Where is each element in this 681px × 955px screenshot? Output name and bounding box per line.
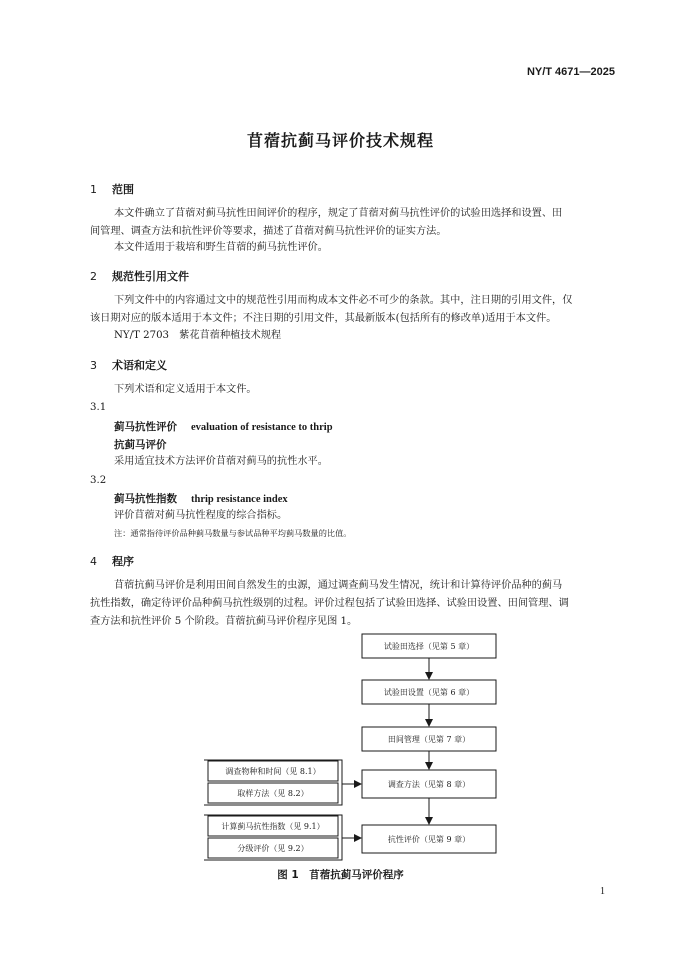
section-title: 范围 bbox=[112, 183, 134, 196]
term-definition: 评价苜蓿对蓟马抗性程度的综合指标。 bbox=[114, 510, 288, 521]
flow-step-label: 调查方法（见第 8 章） bbox=[387, 780, 471, 789]
paragraph-line: 下列文件中的内容通过文中的规范性引用而构成本文件必不可少的条款。其中，注日期的引用文件，仅 bbox=[114, 295, 573, 306]
standard-number: NY/T 4671—2025 bbox=[526, 66, 615, 78]
paragraph-line: 该日期对应的版本适用于本文件；不注日期的引用文件，其最新版本(包括所有的修改单)适用于本文件。 bbox=[90, 313, 557, 324]
paragraph-line: 苜蓿抗蓟马评价是利用田间自然发生的虫源，通过调查蓟马发生情况，统计和计算待评价品种的蓟马 bbox=[114, 580, 563, 591]
paragraph-line: 抗性指数，确定待评价品种蓟马抗性级别的过程。评价过程包括了试验田选择、试验田设置、田间管理、调 bbox=[90, 598, 569, 609]
section-title: 规范性引用文件 bbox=[112, 270, 189, 283]
section-number: 3 bbox=[90, 359, 97, 372]
term-number: 3.2 bbox=[90, 475, 107, 486]
paragraph-line: 下列术语和定义适用于本文件。 bbox=[114, 384, 257, 395]
flow-side-label: 取样方法（见 8.2） bbox=[237, 789, 309, 798]
paragraph-line: 本文件适用于栽培和野生苜蓿的蓟马抗性评价。 bbox=[114, 242, 328, 253]
flow-side-label: 分级评价（见 9.2） bbox=[237, 844, 309, 853]
flow-step-label: 田间管理（见第 7 章） bbox=[387, 735, 471, 744]
section-title: 程序 bbox=[112, 555, 134, 568]
term-english: thrip resistance index bbox=[191, 494, 288, 505]
term-synonym: 抗蓟马评价 bbox=[114, 439, 167, 451]
document-title: 苜蓿抗蓟马评价技术规程 bbox=[246, 131, 434, 150]
section-number: 4 bbox=[90, 555, 97, 568]
paragraph-line: 本文件确立了苜蓿对蓟马抗性田间评价的程序，规定了苜蓿对蓟马抗性评价的试验田选择和设置、田 bbox=[114, 208, 563, 219]
term-definition: 采用适宜技术方法评价苜蓿对蓟马的抗性水平。 bbox=[114, 456, 328, 467]
paragraph-line: 间管理、调查方法和抗性评价等要求，描述了苜蓿对蓟马抗性评价的证实方法。 bbox=[90, 226, 447, 237]
normative-reference: NY/T 2703 紫花苜蓿种植技术规程 bbox=[114, 330, 282, 341]
section-title: 术语和定义 bbox=[112, 359, 167, 372]
flow-side-label: 调查物种和时间（见 8.1） bbox=[225, 767, 321, 776]
flow-side-label: 计算蓟马抗性指数（见 9.1） bbox=[221, 822, 325, 831]
term-number: 3.1 bbox=[90, 402, 107, 413]
term-note: 注：通常指待评价品种蓟马数量与参试品种平均蓟马数量的比值。 bbox=[114, 528, 352, 538]
term-chinese: 蓟马抗性评价 bbox=[114, 421, 177, 433]
flow-step-label: 抗性评价（见第 9 章） bbox=[387, 835, 471, 844]
section-number: 1 bbox=[90, 183, 97, 196]
term-chinese: 蓟马抗性指数 bbox=[114, 493, 177, 505]
flow-step-label: 试验田设置（见第 6 章） bbox=[383, 688, 475, 697]
section-number: 2 bbox=[90, 270, 97, 283]
term-english: evaluation of resistance to thrip bbox=[191, 422, 333, 433]
flow-step-label: 试验田选择（见第 5 章） bbox=[383, 642, 475, 651]
page-number: 1 bbox=[600, 886, 605, 897]
paragraph-line: 查方法和抗性评价 5 个阶段。苜蓿抗蓟马评价程序见图 1。 bbox=[90, 616, 358, 627]
figure-caption: 图 1 苜蓿抗蓟马评价程序 bbox=[277, 869, 404, 881]
